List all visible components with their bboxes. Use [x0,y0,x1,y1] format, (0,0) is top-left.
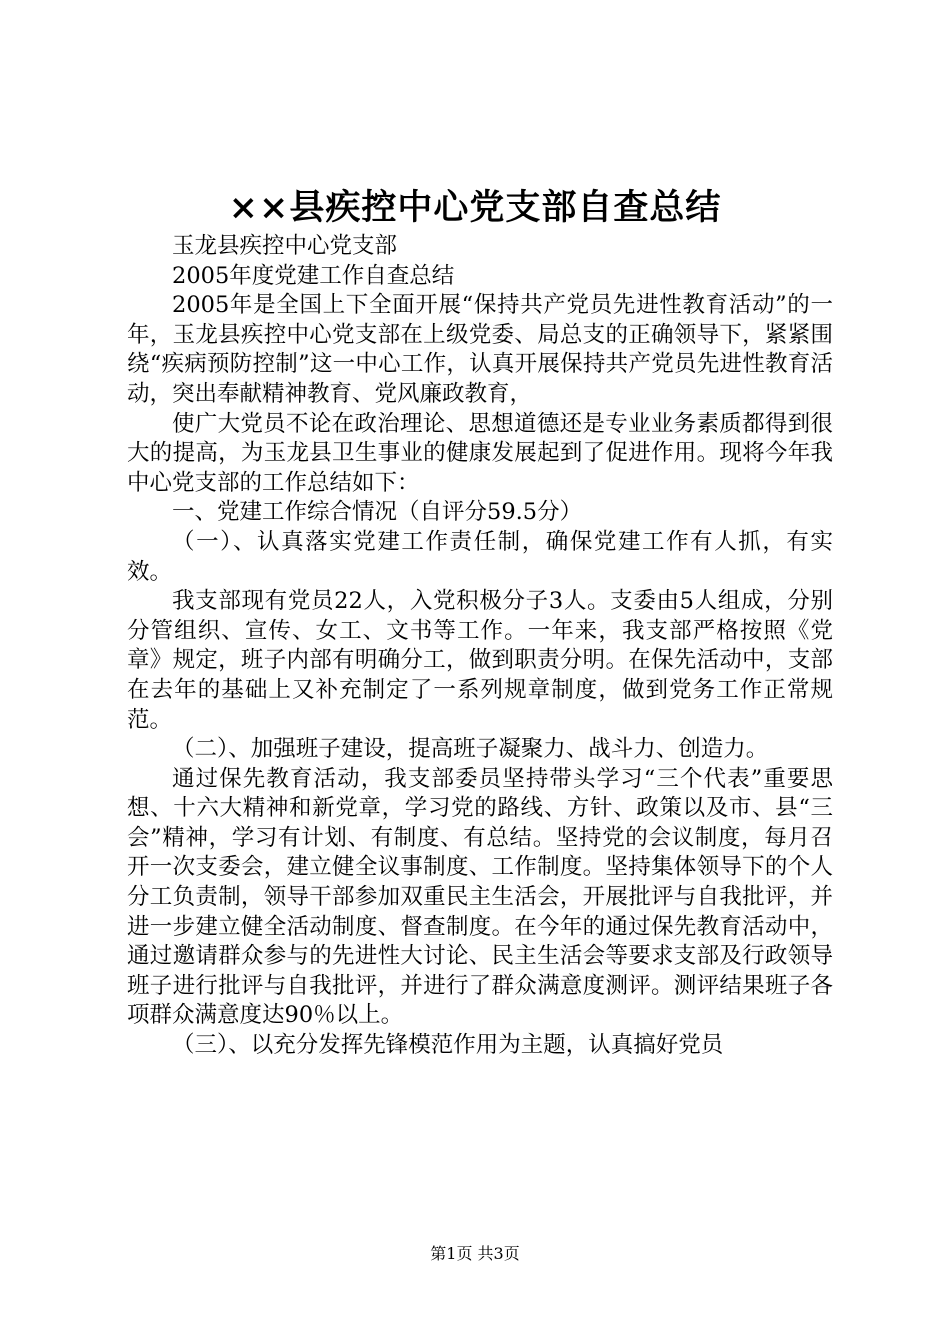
section-heading-1: 一、党建工作综合情况（自评分59.5分） [172,499,583,526]
page-title: ××县疾控中心党支部自查总结 [228,187,722,228]
subsection-heading-1: （一）、认真落实党建工作责任制，确保党建工作有人抓，有实效。 [127,528,833,585]
paragraph-team-building: 通过保先教育活动，我支部委员坚持带头学习“三个代表”重要思想、十六大精神和新党章，学习党的路线、方针、政策以及市、县“三会”精神，学习有计划、有制度、有总结。坚持党的会议制度，每月召开一次支委会，建立健全议事制度、工作制度。坚持集体领导下的个人分工负责制，领导干部参加双重民主生活会，开展批评与自我批评，并进一步建立健全活动制度、督查制度。在今年的通过保先教育活动中，通过邀请群众参与的先进性大讨论、民主生活会等要求支部及行政领导班子进行批评与自我批评，并进行了群众满意度测评。测评结果班子各项群众满意度达90％以上。 [127,765,833,1029]
paragraph-membership: 我支部现有党员22人，入党积极分子3人。支委由5人组成，分别分管组织、宣传、女工、文书等工作。一年来，我支部严格按照《党章》规定，班子内部有明确分工，做到职责分明。在保先活动中，支部在去年的基础上又补充制定了一系列规章制度，做到党务工作正常规范。 [127,588,833,733]
subsection-heading-2: （二）、加强班子建设，提高班子凝聚力、战斗力、创造力。 [172,736,769,763]
page-footer: 第1页 共3页 [430,1244,520,1263]
paragraph-org-name: 玉龙县疾控中心党支部 [172,233,398,259]
document-body [127,232,833,1061]
subsection-heading-3: （三）、以充分发挥先锋模范作用为主题，认真搞好党员 [172,1032,724,1059]
paragraph-intro-continued: 使广大党员不论在政治理论、思想道德还是专业业务素质都得到很大的提高，为玉龙县卫生事业的健康发展起到了促进作用。现将今年我中心党支部的工作总结如下： [127,410,833,496]
paragraph-intro: 2005年是全国上下全面开展“保持共产党员先进性教育活动”的一年，玉龙县疾控中心党支部在上级党委、局总支的正确领导下，紧紧围绕“疾病预防控制”这一中心工作，认真开展保持共产党员先进性教育活动，突出奉献精神教育、党风廉政教育， [127,292,833,407]
paragraph-subtitle: 2005年度党建工作自查总结 [172,262,455,289]
